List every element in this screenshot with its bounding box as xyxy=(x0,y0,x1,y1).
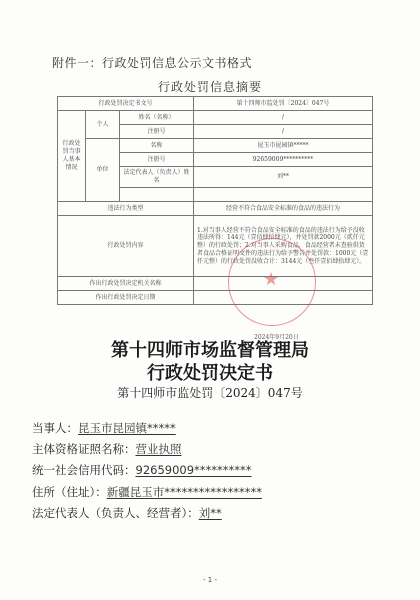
seal-date: 2024年9月20日 xyxy=(254,334,299,341)
cert-type-field xyxy=(32,441,182,457)
legal-rep-field-label: 法定代表人（负责人、经营者）： xyxy=(32,506,199,520)
credit-code-value: 92659009********** xyxy=(135,463,252,477)
seal-star-icon: ★ xyxy=(263,269,280,290)
table-row xyxy=(58,97,373,111)
page-number: - 1 - xyxy=(203,576,217,584)
legal-rep-field xyxy=(32,505,222,521)
party-field xyxy=(32,420,176,436)
name-label: 姓名（名称） xyxy=(120,111,194,125)
doc-number: 第十四师市监处罚〔2024〕047号 xyxy=(117,386,303,400)
cert-type-value: 营业执照 xyxy=(135,442,182,456)
reg-value: / xyxy=(194,125,373,139)
table-row xyxy=(58,202,373,216)
table-row xyxy=(58,139,373,153)
decision-date-value xyxy=(194,291,373,305)
authority-name-label: 作出行政处罚决定机关名称 xyxy=(58,277,194,291)
penalty-content-value: 1.对当事人经营不符合食品安全标准的食品的违法行为给予没收违法所得：144元（壹佰肆拾肆元），并处罚款2000元（贰仟元整）的行政处罚；2.对当事人采购食品，食品经营者未查验供货者食品合格证明文件的违法行为给予警告并处罚款：1000元（壹仟元整）的行政处罚没收合计：3144元（叁仟壹佰肆拾肆元）。 xyxy=(194,216,373,277)
authority-name-value xyxy=(194,277,373,291)
address-label: 住所（住址）： xyxy=(32,485,107,499)
unit-reg-label: 注册号 xyxy=(120,153,194,167)
credit-code-field xyxy=(32,462,252,478)
spacer-cell xyxy=(120,188,194,202)
attachment-header xyxy=(52,54,252,71)
unit-reg-value: 92659009********** xyxy=(194,153,373,167)
attachment-prefix: 附件一： xyxy=(52,56,103,70)
table-row xyxy=(58,277,373,291)
credit-code-label: 统一社会信用代码： xyxy=(32,463,136,477)
table-title: 行政处罚信息摘要 xyxy=(157,80,262,94)
table-row xyxy=(58,111,373,125)
party-value: 昆玉市昆园镇***** xyxy=(78,421,176,435)
name-value: / xyxy=(194,111,373,125)
address-field xyxy=(32,484,262,500)
decision-date-label: 作出行政处罚决定日期 xyxy=(58,291,194,305)
unit-label: 单位 xyxy=(86,139,120,202)
table-row xyxy=(58,216,373,277)
cert-type-label: 主体资格证照名称： xyxy=(32,442,136,456)
legal-rep-value: 刘** xyxy=(194,167,373,188)
penalty-content-label: 行政处罚内容 xyxy=(58,216,194,277)
table-row xyxy=(58,291,373,305)
legal-rep-field-value: 刘** xyxy=(198,506,222,520)
unit-name-label: 名称 xyxy=(120,139,194,153)
doc-title: 行政处罚决定书 xyxy=(147,363,273,384)
legal-rep-label: 法定代表人（负责人）姓名 xyxy=(120,167,194,188)
violation-type-value: 经营不符合食品安全标准的食品的违法行为 xyxy=(194,202,373,216)
address-value: 新疆昆玉市***************** xyxy=(106,485,262,499)
doc-org-title: 第十四师市场监督管理局 xyxy=(111,340,309,361)
unit-name-value: 昆玉市昆园镇***** xyxy=(194,139,373,153)
decision-number-label: 行政处罚决定书文号 xyxy=(58,97,194,111)
violation-type-label: 违法行为类型 xyxy=(58,202,194,216)
decision-number-value: 第十四师市监处罚〔2024〕047号 xyxy=(194,97,373,111)
party-group-label: 行政处罚当事人基本情况 xyxy=(58,111,86,202)
personal-label: 个人 xyxy=(86,111,120,139)
attachment-title: 行政处罚信息公示文书格式 xyxy=(102,56,253,70)
reg-label: 注册号 xyxy=(120,125,194,139)
spacer-cell xyxy=(194,188,373,202)
penalty-info-table xyxy=(57,96,373,305)
party-label: 当事人： xyxy=(32,421,78,435)
